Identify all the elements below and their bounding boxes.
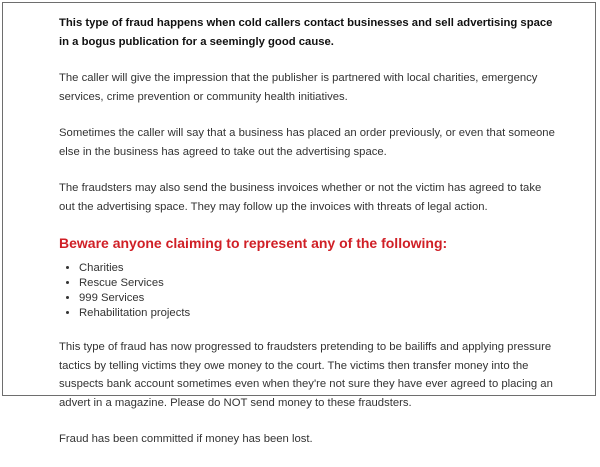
list-item: • Rehabilitation projects xyxy=(79,306,559,321)
conclusion-paragraph: Fraud has been committed if money has been lost. xyxy=(59,433,313,445)
list-item: • Rescue Services xyxy=(79,276,559,291)
list-item: • 999 Services xyxy=(79,291,559,306)
invoices-paragraph: The fraudsters may also send the business invoices whether or not the victim has agreed to take out the advertising space. They may follow up the invoices with threats of legal action. xyxy=(59,182,542,213)
previous-order-paragraph: Sometimes the caller will say that a business has placed an order previously, or even that someone else in the business has agreed to take out the advertising space. xyxy=(59,127,555,158)
intro-paragraph: This type of fraud happens when cold callers contact businesses and sell advertising space in a bogus publication for a seemingly good cause. xyxy=(59,17,553,48)
page-frame xyxy=(2,2,596,445)
bailiffs-paragraph: This type of fraud has now progressed to fraudsters pretending to be bailiffs and applying pressure tactics by telling victims they owe money to the court. The victims then transfer money into the suspects bank account sometimes even when they're not sure they have ever agreed to placing an advert in a magazine. Please do NOT send money to these fraudsters. xyxy=(59,341,553,409)
article-body xyxy=(59,14,559,467)
impression-paragraph: The caller will give the impression that the publisher is partnered with local charities, emergency services, crime prevention or community health initiatives. xyxy=(59,72,538,103)
list-item: • Charities xyxy=(79,261,559,276)
organisation-list xyxy=(59,261,559,321)
warning-heading: Beware anyone claiming to represent any of the following: xyxy=(59,235,448,251)
